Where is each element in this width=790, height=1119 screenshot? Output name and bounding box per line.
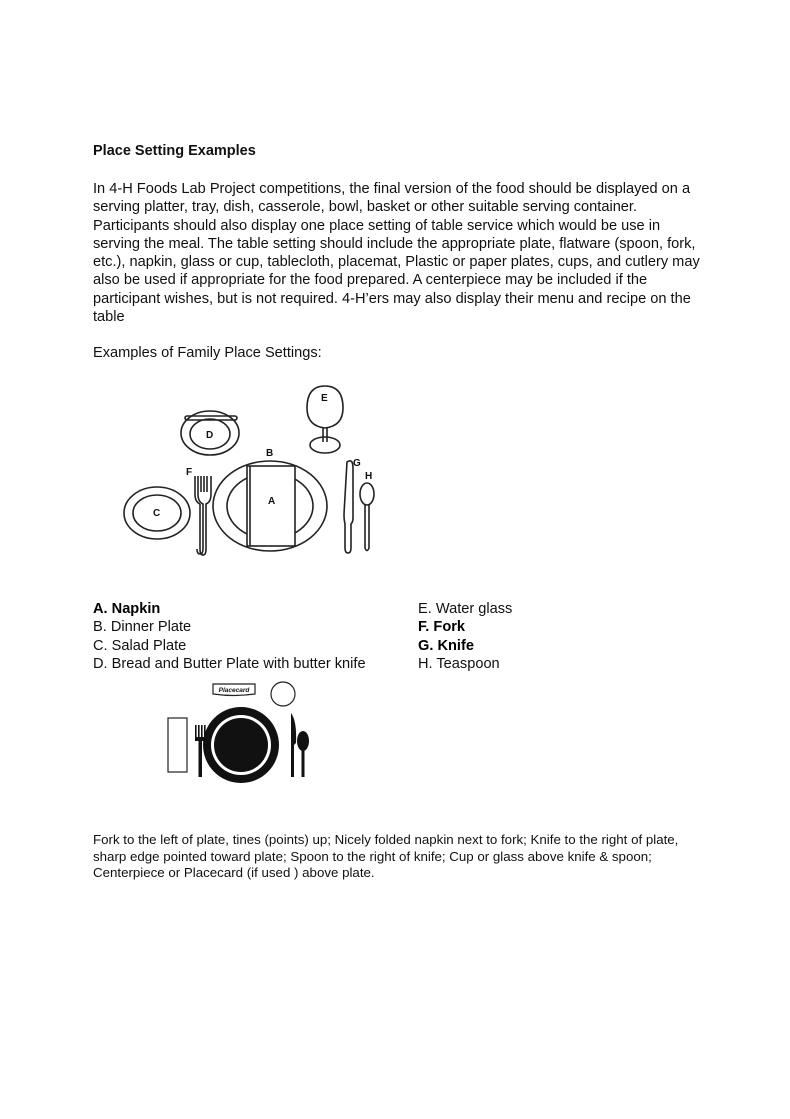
- closing-note: Fork to the left of plate, tines (points) up; Nicely folded napkin next to fork; Knife to the right of plate, sharp edge pointed toward plate; Spoon to the right of knife; Cup or glass above knife & spoon; Centerpiece or Placecard (if used ) above plate.: [93, 832, 679, 881]
- subheading: Examples of Family Place Settings:: [93, 345, 322, 361]
- label-a: A: [268, 496, 276, 507]
- cup-icon: [271, 682, 295, 706]
- legend-item: F. Fork: [418, 619, 466, 636]
- simple-place-setting-diagram: [165, 680, 315, 785]
- place-setting-diagram: [115, 378, 390, 563]
- legend-item: E. Water glass: [418, 601, 513, 617]
- napkin-icon: [168, 718, 187, 772]
- spoon-icon: [297, 731, 309, 777]
- legend-item: C. Salad Plate: [93, 637, 187, 654]
- teaspoon-icon: [360, 483, 374, 551]
- fork-icon: [195, 476, 211, 555]
- knife-icon: [344, 461, 353, 553]
- label-d: D: [206, 430, 214, 441]
- intro-paragraph: In 4-H Foods Lab Project competitions, the final version of the food should be displayed on a serving platter, tray, dish, casserole, bowl, basket or other suitable serving container. Participants should also display one place setting of table service which would be use in serving the meal. The table setting should include the appropriate plate, flatware (spoon, fork, etc.), napkin, glass or cup, tablecloth, placemat, Plastic or paper plates, cups, and cutlery may also be used if appropriate for the food prepared. A centerpiece may be included if the participant wishes, but is not required. 4-H’ers may also display their menu and recipe on the table: [93, 181, 700, 326]
- label-h: H: [365, 471, 373, 482]
- label-b: B: [266, 448, 274, 459]
- label-c: C: [153, 508, 161, 519]
- legend-item: H. Teaspoon: [418, 655, 500, 672]
- label-g: G: [353, 458, 361, 469]
- legend-item: A. Napkin: [93, 601, 161, 617]
- legend-item: G. Knife: [418, 637, 474, 654]
- svg-text:Placecard: Placecard: [218, 687, 250, 694]
- label-e: E: [321, 393, 328, 404]
- legend-left: [93, 600, 366, 673]
- legend-item: D. Bread and Butter Plate with butter knife: [93, 655, 366, 672]
- legend-right: [418, 600, 512, 673]
- legend-item: B. Dinner Plate: [93, 619, 192, 636]
- knife-icon: [291, 713, 296, 777]
- label-f: F: [186, 467, 193, 478]
- placecard-icon: [213, 684, 255, 696]
- dinner-plate-icon: [203, 707, 279, 783]
- page-title: Place Setting Examples: [93, 143, 256, 159]
